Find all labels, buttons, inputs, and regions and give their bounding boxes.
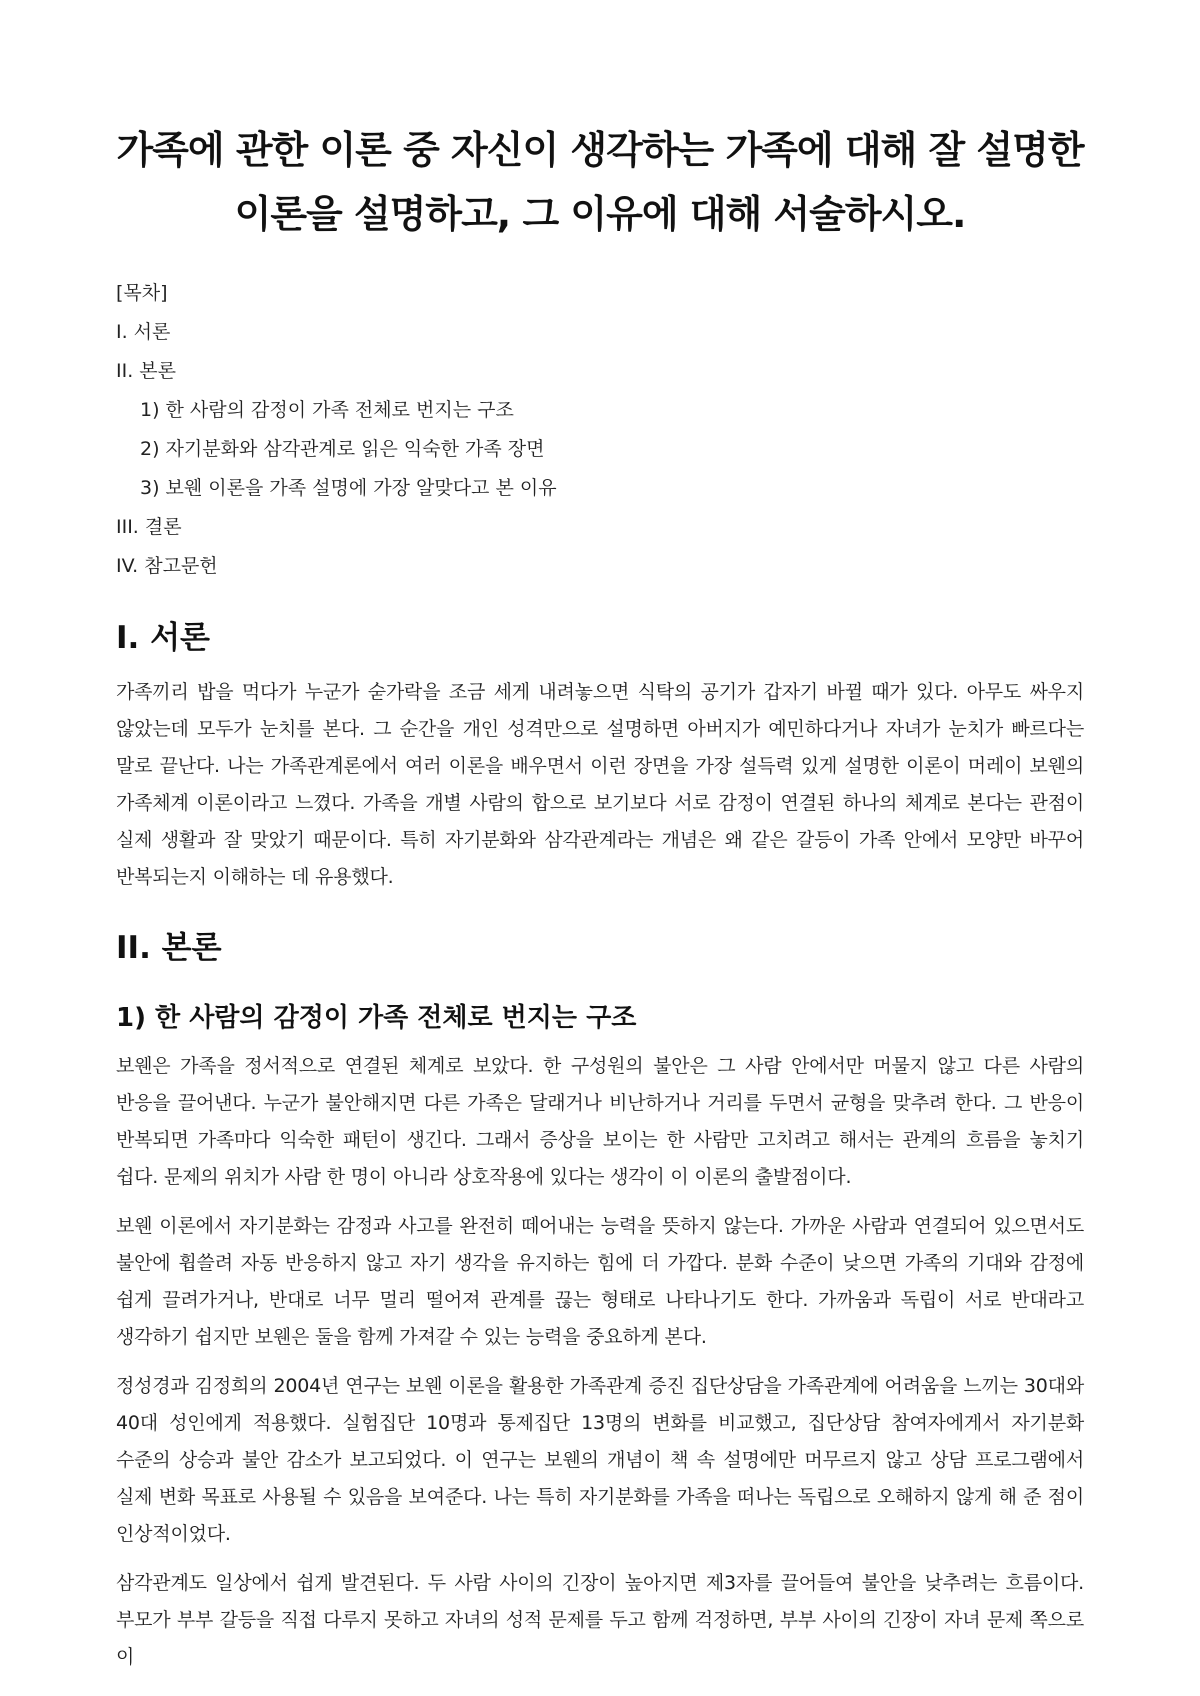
body-paragraph: 보웬 이론에서 자기분화는 감정과 사고를 완전히 떼어내는 능력을 뜻하지 않는다. 가까운 사람과 연결되어 있으면서도 불안에 휩쓸려 자동 반응하지 않고 자기 생각을 유지하는 힘에 더 가깝다. 분화 수준이 낮으면 가족의 기대와 감정에 쉽게 끌려가거나, 반대로 너무 멀리 떨어져 관계를 끊는 형태로 나타나기도 한다. 가까움과 독립이 서로 반대라고 생각하기 쉽지만 보웬은 둘을 함께 가져갈 수 있는 능력을 중요하게 본다. <box>116 1215 1084 1348</box>
toc-item-references: IV. 참고문헌 <box>116 555 218 577</box>
toc-item-body-3: 3) 보웬 이론을 가족 설명에 가장 알맞다고 본 이유 <box>140 477 557 499</box>
body-paragraph: 정성경과 김정희의 2004년 연구는 보웬 이론을 활용한 가족관계 증진 집단상담을 가족관계에 어려움을 느끼는 30대와 40대 성인에게 적용했다. 실험집단 10명과 통제집단 13명의 변화를 비교했고, 집단상담 참여자에게서 자기분화 수준의 상승과 불안 감소가 보고되었다. 이 연구는 보웬의 개념이 책 속 설명에만 머무르지 않고 상담 프로그램에서 실제 변화 목표로 사용될 수 있음을 보여준다. 나는 특히 자기분화를 가족을 떠나는 독립으로 오해하지 않게 해 준 점이 인상적이었다. <box>116 1375 1084 1545</box>
body-paragraph: 삼각관계도 일상에서 쉽게 발견된다. 두 사람 사이의 긴장이 높아지면 제3자를 끌어들여 불안을 낮추려는 흐름이다. 부모가 부부 갈등을 직접 다루지 못하고 자녀의 성적 문제를 두고 함께 걱정하면, 부부 사이의 긴장이 자녀 문제 쪽으로 이 <box>116 1572 1084 1668</box>
body-paragraph: 보웬은 가족을 정서적으로 연결된 체계로 보았다. 한 구성원의 불안은 그 사람 안에서만 머물지 않고 다른 사람의 반응을 끌어낸다. 누군가 불안해지면 다른 가족은 달래거나 비난하거나 거리를 두면서 균형을 맞추려 한다. 그 반응이 반복되면 가족마다 익숙한 패턴이 생긴다. 그래서 증상을 보이는 한 사람만 고치려고 해서는 관계의 흐름을 놓치기 쉽다. 문제의 위치가 사람 한 명이 아니라 상호작용에 있다는 생각이 이 이론의 출발점이다. <box>116 1055 1084 1188</box>
subsection-heading-1: 1) 한 사람의 감정이 가족 전체로 번지는 구조 <box>116 1003 637 1033</box>
section-heading-intro: I. 서론 <box>116 620 210 656</box>
toc-item-intro: I. 서론 <box>116 321 171 343</box>
toc-item-body-1: 1) 한 사람의 감정이 가족 전체로 번지는 구조 <box>140 399 514 421</box>
intro-paragraph: 가족끼리 밥을 먹다가 누군가 숟가락을 조금 세게 내려놓으면 식탁의 공기가 갑자기 바뀔 때가 있다. 아무도 싸우지 않았는데 모두가 눈치를 본다. 그 순간을 개인 성격만으로 설명하면 아버지가 예민하다거나 자녀가 눈치가 빠르다는 말로 끝난다. 나는 가족관계론에서 여러 이론을 배우면서 이런 장면을 가장 설득력 있게 설명한 이론이 머레이 보웬의 가족체계 이론이라고 느꼈다. 가족을 개별 사람의 합으로 보기보다 서로 감정이 연결된 하나의 체계로 본다는 관점이 실제 생활과 잘 맞았기 때문이다. 특히 자기분화와 삼각관계라는 개념은 왜 같은 갈등이 가족 안에서 모양만 바꾸어 반복되는지 이해하는 데 유용했다. <box>116 681 1084 888</box>
toc-item-body: II. 본론 <box>116 360 176 382</box>
toc-heading: [목차] <box>116 282 168 304</box>
toc-item-conclusion: III. 결론 <box>116 516 182 538</box>
toc-item-body-2: 2) 자기분화와 삼각관계로 읽은 익숙한 가족 장면 <box>140 438 545 460</box>
table-of-contents <box>116 274 1084 586</box>
document-title: 가족에 관한 이론 중 자신이 생각하는 가족에 대해 잘 설명한 이론을 설명하고, 그 이유에 대해 서술하시오. <box>116 128 1084 236</box>
section-heading-body: II. 본론 <box>116 930 222 966</box>
